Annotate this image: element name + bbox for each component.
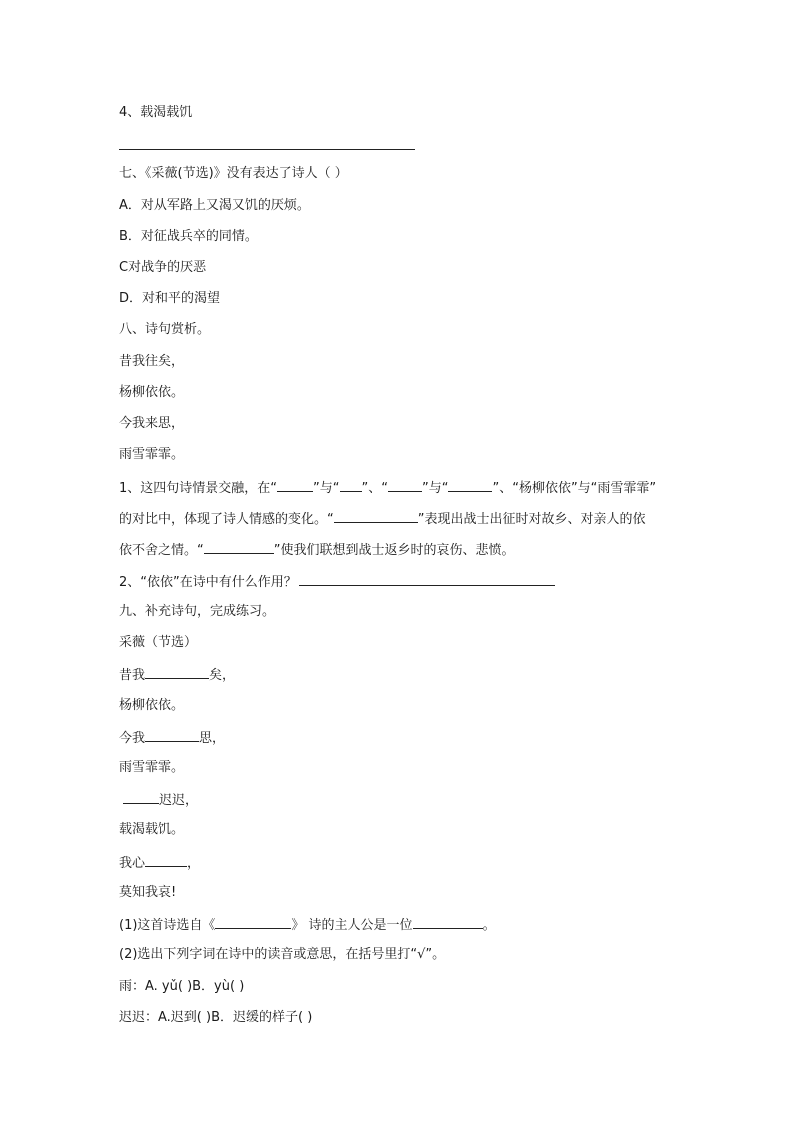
fill-blank[interactable] bbox=[145, 665, 209, 679]
q8-1-line1 bbox=[119, 478, 656, 498]
fill-blank[interactable] bbox=[145, 853, 187, 867]
fill-blank[interactable] bbox=[215, 915, 291, 929]
text-fragment: 依不舍之情。“ bbox=[119, 543, 204, 558]
text-fragment: 我心 bbox=[119, 856, 146, 871]
text-fragment: 矣， bbox=[209, 668, 236, 683]
q9-2-item-yu: 雨：A. yǔ( )B．yù( ) bbox=[119, 979, 245, 994]
poem-fill-line bbox=[119, 853, 200, 873]
text-fragment: ”与“ bbox=[421, 481, 449, 496]
q8-1-line3 bbox=[119, 540, 515, 560]
q8-2 bbox=[119, 572, 555, 592]
text-fragment: 》 诗的主人公是一位 bbox=[291, 918, 413, 933]
fill-blank[interactable] bbox=[277, 478, 313, 492]
poem-line: 莫知我哀! bbox=[119, 885, 177, 900]
text-fragment: 今我 bbox=[119, 731, 146, 746]
q7-option-d: D．对和平的渴望 bbox=[119, 291, 221, 306]
poem-line: 杨柳依依。 bbox=[119, 385, 185, 400]
poem-line: 雨雪霏霏。 bbox=[119, 447, 185, 462]
q7-stem: 七、《采薇(节选)》没有表达了诗人（ ） bbox=[119, 166, 348, 181]
poem-line: 昔我往矣， bbox=[119, 354, 185, 369]
text-fragment: ， bbox=[187, 856, 201, 871]
fill-blank[interactable] bbox=[388, 478, 422, 492]
q9-1 bbox=[119, 915, 496, 935]
fill-blank[interactable] bbox=[413, 915, 483, 929]
question-text: 2、“依依”在诗中有什么作用？ bbox=[119, 575, 297, 590]
q6-item-4: 4、载渴载饥 bbox=[119, 105, 193, 120]
section-8-heading: 八、诗句赏析。 bbox=[119, 322, 211, 337]
text-fragment: 昔我 bbox=[119, 668, 146, 683]
fill-blank[interactable] bbox=[334, 509, 418, 523]
q7-option-c: C对战争的厌恶 bbox=[119, 260, 207, 275]
poem-fill-line bbox=[119, 665, 235, 685]
answer-line bbox=[119, 149, 415, 150]
text-fragment: ”与“ bbox=[313, 481, 340, 496]
fill-blank[interactable] bbox=[340, 478, 362, 492]
text-fragment: ”、“杨柳依依”与“雨雪霏霏” bbox=[492, 481, 657, 496]
fill-blank[interactable] bbox=[204, 540, 274, 554]
text-fragment: (1)这首诗选自《 bbox=[119, 918, 216, 933]
text-fragment: 思， bbox=[199, 731, 226, 746]
text-fragment: ”、“ bbox=[361, 481, 388, 496]
q9-2-stem: (2)选出下列字词在诗中的读音或意思，在括号里打“√”。 bbox=[119, 947, 446, 962]
poem-title: 采薇（节选） bbox=[119, 635, 198, 650]
answer-line[interactable] bbox=[299, 572, 555, 586]
fill-blank[interactable] bbox=[448, 478, 492, 492]
poem-fill-line bbox=[119, 728, 225, 748]
text-fragment: 迟迟， bbox=[159, 793, 199, 808]
poem-line: 今我来思， bbox=[119, 416, 185, 431]
poem-line: 杨柳依依。 bbox=[119, 698, 185, 713]
q7-option-b: B．对征战兵卒的同情。 bbox=[119, 229, 258, 244]
poem-line: 载渴载饥。 bbox=[119, 822, 185, 837]
fill-blank[interactable] bbox=[145, 728, 199, 742]
text-fragment: ”使我们联想到战士返乡时的哀伤、悲愤。 bbox=[273, 543, 515, 558]
poem-line: 雨雪霏霏。 bbox=[119, 760, 185, 775]
text-fragment: 。 bbox=[482, 918, 496, 933]
q9-2-item-chichi: 迟迟：A.迟到( )B．迟缓的样子( ) bbox=[119, 1010, 313, 1025]
poem-fill-line bbox=[119, 790, 198, 810]
q7-option-a: A．对从军路上又渴又饥的厌烦。 bbox=[119, 198, 310, 213]
section-9-heading: 九、补充诗句，完成练习。 bbox=[119, 604, 276, 619]
text-fragment: ”表现出战士出征时对故乡、对亲人的依 bbox=[417, 512, 646, 527]
fill-blank[interactable] bbox=[123, 790, 159, 804]
q8-1-line2 bbox=[119, 509, 646, 529]
text-fragment: 1、这四句诗情景交融，在“ bbox=[119, 481, 278, 496]
text-fragment: 的对比中，体现了诗人情感的变化。“ bbox=[119, 512, 334, 527]
